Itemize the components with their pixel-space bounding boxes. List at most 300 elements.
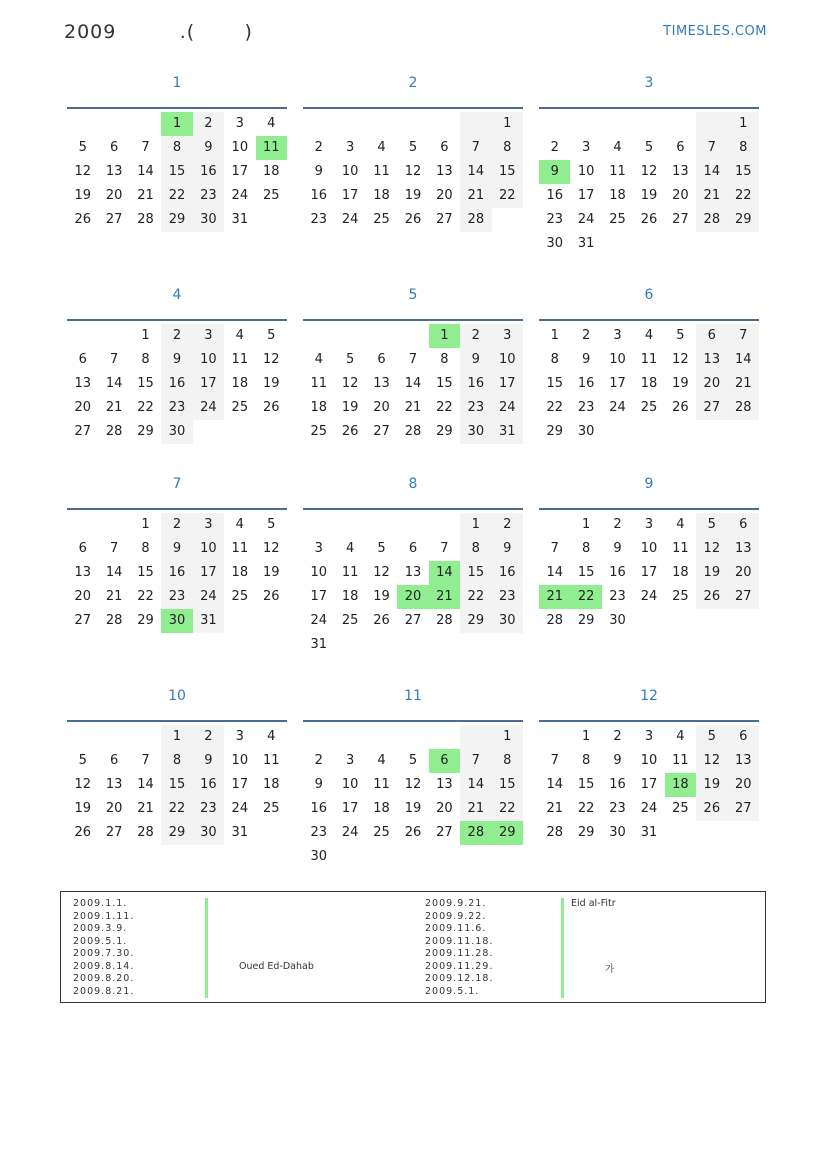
month-name: 10 [168, 688, 186, 704]
day-cell: 26 [404, 825, 422, 840]
empty-cell [460, 725, 491, 749]
month-name: 8 [408, 476, 418, 492]
day-cell: 27 [373, 424, 390, 439]
day-cell: 11 [231, 352, 249, 367]
page-title: 2009 .( ) [64, 21, 253, 43]
day-cell: 17 [640, 777, 658, 792]
day-cell: 15 [577, 777, 595, 792]
day-cell: 28 [436, 613, 453, 628]
day-cell: 20 [436, 801, 453, 816]
day-cell: 19 [74, 188, 91, 203]
day-cell: 16 [161, 372, 192, 396]
day-cell: 3 [345, 753, 355, 768]
day-cell: 25 [609, 212, 626, 227]
day-cell: 9 [193, 136, 224, 160]
day-cell: 25 [373, 825, 390, 840]
day-cell: 14 [105, 565, 123, 580]
day-cell: 3 [345, 140, 355, 155]
month-divider [67, 508, 287, 510]
empty-cell [303, 513, 334, 537]
empty-cell [334, 324, 365, 348]
day-cell: 26 [74, 825, 91, 840]
day-cell: 6 [728, 513, 759, 537]
day-cell: 12 [74, 164, 91, 179]
day-cell: 18 [310, 400, 327, 415]
day-cell: 1 [161, 725, 192, 749]
legend-right-dates [425, 898, 493, 998]
month-day-grid [67, 513, 287, 633]
day-cell: 23 [546, 212, 563, 227]
day-cell: 13 [696, 348, 727, 372]
day-cell: 22 [492, 184, 523, 208]
day-cell: 22 [492, 797, 523, 821]
day-cell: 30 [161, 420, 192, 444]
day-cell: 17 [193, 561, 224, 585]
empty-cell [397, 324, 428, 348]
day-cell: 13 [436, 777, 453, 792]
day-cell: 25 [672, 589, 689, 604]
day-cell: 24 [492, 396, 523, 420]
day-cell: 8 [492, 749, 523, 773]
holiday-legend [60, 891, 766, 1003]
day-cell: 26 [640, 212, 658, 227]
day-cell: 18 [231, 376, 249, 391]
day-cell: 27 [728, 585, 759, 609]
day-cell: 6 [728, 725, 759, 749]
empty-cell [366, 112, 397, 136]
day-cell: 22 [137, 589, 154, 604]
day-cell: 15 [137, 565, 154, 580]
day-cell: 27 [404, 613, 422, 628]
day-cell: 26 [74, 212, 91, 227]
day-cell: 13 [74, 565, 91, 580]
day-cell: 6 [696, 324, 727, 348]
day-cell: 5 [78, 140, 87, 155]
day-cell: 10 [193, 348, 224, 372]
day-cell: 2 [460, 324, 491, 348]
empty-cell [67, 725, 98, 749]
day-cell: 1 [492, 112, 523, 136]
day-cell: 18 [373, 188, 390, 203]
day-cell: 1 [492, 725, 523, 749]
day-cell: 7 [141, 140, 150, 155]
day-cell: 12 [74, 777, 91, 792]
month-day-grid [67, 324, 287, 444]
day-cell: 21 [728, 372, 759, 396]
day-cell: 16 [609, 565, 626, 580]
holiday-day-cell: 30 [161, 609, 192, 633]
day-cell: 24 [231, 801, 249, 816]
day-cell: 5 [267, 517, 276, 532]
day-cell: 30 [460, 420, 491, 444]
legend-date: 2009.5.1. [425, 985, 480, 997]
month-day-grid [539, 112, 759, 256]
legend-date: 2009.8.20. [73, 973, 135, 984]
day-cell: 7 [550, 753, 559, 768]
day-cell: 14 [728, 348, 759, 372]
day-cell: 2 [581, 328, 591, 343]
holiday-day-cell: 14 [429, 561, 460, 585]
day-cell: 20 [728, 773, 759, 797]
day-cell: 8 [492, 136, 523, 160]
legend-date: 2009.1.11. [73, 910, 135, 922]
day-cell: 10 [310, 565, 327, 580]
month-divider [539, 107, 759, 109]
holiday-day-cell: 21 [429, 585, 460, 609]
day-cell: 14 [460, 160, 491, 184]
day-cell: 6 [440, 140, 449, 155]
day-cell: 1 [581, 729, 591, 744]
day-cell: 25 [640, 400, 658, 415]
day-cell: 14 [696, 160, 727, 184]
day-cell: 19 [640, 188, 658, 203]
day-cell: 14 [460, 773, 491, 797]
day-cell: 5 [408, 140, 418, 155]
legend-date: 2009.8.21. [73, 985, 135, 997]
day-cell: 2 [161, 513, 192, 537]
day-cell: 30 [609, 825, 626, 840]
day-cell: 2 [193, 725, 224, 749]
day-cell: 16 [161, 561, 192, 585]
day-cell: 27 [728, 797, 759, 821]
day-cell: 30 [193, 821, 224, 845]
day-cell: 21 [105, 589, 123, 604]
empty-cell [130, 112, 161, 136]
month-day-grid [539, 725, 759, 845]
empty-cell [429, 725, 460, 749]
day-cell: 19 [696, 561, 727, 585]
month-8 [303, 474, 523, 657]
site-brand-link[interactable]: TIMESLES.COM [663, 24, 767, 39]
day-cell: 23 [492, 585, 523, 609]
day-cell: 12 [262, 541, 280, 556]
day-cell: 10 [577, 164, 595, 179]
day-cell: 25 [231, 400, 249, 415]
day-cell: 15 [492, 160, 523, 184]
legend-holiday-name: Oued Ed-Dahab [239, 960, 314, 972]
empty-cell [130, 725, 161, 749]
month-name: 1 [172, 75, 182, 91]
day-cell: 22 [460, 585, 491, 609]
day-cell: 26 [262, 589, 280, 604]
day-cell: 9 [193, 749, 224, 773]
legend-date: 2009.5.1. [73, 935, 128, 947]
holiday-day-cell: 11 [256, 136, 287, 160]
month-1 [67, 73, 287, 232]
day-cell: 4 [267, 116, 276, 131]
day-cell: 11 [640, 352, 658, 367]
month-divider [539, 720, 759, 722]
day-cell: 1 [550, 328, 559, 343]
day-cell: 25 [672, 801, 689, 816]
day-cell: 5 [696, 513, 727, 537]
legend-date: 2009.11.29. [425, 960, 494, 972]
day-cell: 6 [78, 352, 87, 367]
day-cell: 26 [373, 613, 390, 628]
month-5 [303, 285, 523, 444]
day-cell: 9 [161, 348, 192, 372]
day-cell: 14 [137, 777, 154, 792]
month-name: 4 [172, 287, 182, 303]
empty-cell [334, 112, 365, 136]
day-cell: 27 [672, 212, 689, 227]
day-cell: 14 [105, 376, 123, 391]
day-cell: 25 [341, 613, 359, 628]
day-cell: 20 [696, 372, 727, 396]
month-6 [539, 285, 759, 444]
day-cell: 8 [161, 136, 192, 160]
empty-cell [98, 324, 129, 348]
day-cell: 29 [436, 424, 453, 439]
empty-cell [397, 112, 428, 136]
day-cell: 12 [404, 164, 422, 179]
day-cell: 23 [161, 396, 192, 420]
holiday-day-cell: 18 [665, 773, 696, 797]
day-cell: 21 [460, 184, 491, 208]
day-cell: 25 [373, 212, 390, 227]
day-cell: 13 [373, 376, 390, 391]
month-7 [67, 474, 287, 633]
day-cell: 8 [550, 352, 559, 367]
day-cell: 8 [141, 541, 150, 556]
month-divider [303, 508, 523, 510]
empty-cell [539, 513, 570, 537]
day-cell: 28 [137, 212, 154, 227]
day-cell: 20 [373, 400, 390, 415]
day-cell: 27 [105, 825, 123, 840]
month-divider [67, 720, 287, 722]
day-cell: 16 [193, 160, 224, 184]
day-cell: 5 [696, 725, 727, 749]
day-cell: 24 [609, 400, 626, 415]
day-cell: 28 [460, 208, 491, 232]
month-name: 6 [644, 287, 654, 303]
day-cell: 18 [373, 801, 390, 816]
day-cell: 25 [231, 589, 249, 604]
day-cell: 18 [640, 376, 658, 391]
empty-cell [366, 725, 397, 749]
day-cell: 17 [231, 777, 249, 792]
day-cell: 31 [577, 236, 595, 251]
day-cell: 13 [728, 537, 759, 561]
empty-cell [303, 324, 334, 348]
legend-date: 2009.12.18. [425, 973, 494, 984]
day-cell: 22 [577, 801, 595, 816]
day-cell: 15 [728, 160, 759, 184]
day-cell: 19 [262, 565, 280, 580]
day-cell: 3 [235, 116, 244, 131]
day-cell: 4 [613, 140, 622, 155]
day-cell: 12 [373, 565, 390, 580]
empty-cell [98, 112, 129, 136]
day-cell: 12 [640, 164, 658, 179]
empty-cell [696, 112, 727, 136]
day-cell: 6 [676, 140, 685, 155]
day-cell: 11 [262, 753, 280, 768]
day-cell: 6 [377, 352, 386, 367]
legend-date: 2009.1.1. [73, 898, 128, 909]
day-cell: 24 [640, 801, 658, 816]
day-cell: 10 [492, 348, 523, 372]
day-cell: 2 [492, 513, 523, 537]
day-cell: 4 [345, 541, 355, 556]
day-cell: 30 [546, 236, 563, 251]
day-cell: 8 [581, 541, 591, 556]
day-cell: 7 [696, 136, 727, 160]
holiday-day-cell: 6 [429, 749, 460, 773]
day-cell: 12 [404, 777, 422, 792]
holiday-day-cell: 21 [539, 585, 570, 609]
month-divider [539, 319, 759, 321]
day-cell: 2 [161, 324, 192, 348]
day-cell: 29 [161, 208, 192, 232]
day-cell: 18 [609, 188, 626, 203]
day-cell: 19 [672, 376, 689, 391]
day-cell: 15 [460, 561, 491, 585]
day-cell: 4 [676, 729, 685, 744]
empty-cell [303, 725, 334, 749]
day-cell: 21 [137, 801, 154, 816]
day-cell: 23 [193, 797, 224, 821]
day-cell: 4 [644, 328, 654, 343]
day-cell: 23 [310, 825, 327, 840]
day-cell: 24 [577, 212, 595, 227]
day-cell: 13 [404, 565, 422, 580]
empty-cell [460, 112, 491, 136]
empty-cell [366, 324, 397, 348]
day-cell: 6 [109, 753, 119, 768]
day-cell: 18 [262, 777, 280, 792]
month-day-grid [67, 725, 287, 845]
day-cell: 24 [640, 589, 658, 604]
day-cell: 10 [231, 140, 249, 155]
day-cell: 30 [609, 613, 626, 628]
empty-cell [67, 112, 98, 136]
month-name: 2 [408, 75, 418, 91]
day-cell: 16 [609, 777, 626, 792]
day-cell: 5 [408, 753, 418, 768]
day-cell: 3 [193, 513, 224, 537]
day-cell: 14 [546, 565, 563, 580]
day-cell: 9 [314, 164, 323, 179]
day-cell: 28 [105, 613, 123, 628]
day-cell: 19 [74, 801, 91, 816]
empty-cell [429, 513, 460, 537]
day-cell: 5 [267, 328, 276, 343]
day-cell: 9 [581, 352, 591, 367]
day-cell: 11 [310, 376, 327, 391]
day-cell: 27 [696, 396, 727, 420]
month-day-grid [539, 513, 759, 633]
month-name: 3 [644, 75, 654, 91]
day-cell: 17 [341, 801, 359, 816]
day-cell: 31 [640, 825, 658, 840]
day-cell: 8 [161, 749, 192, 773]
holiday-day-cell: 1 [429, 324, 460, 348]
legend-date: 2009.11.6. [425, 923, 487, 934]
day-cell: 30 [577, 424, 595, 439]
day-cell: 22 [436, 400, 453, 415]
legend-left-dates [73, 898, 134, 998]
day-cell: 7 [408, 352, 418, 367]
day-cell: 6 [408, 541, 418, 556]
day-cell: 29 [577, 825, 595, 840]
day-cell: 6 [78, 541, 87, 556]
day-cell: 18 [231, 565, 249, 580]
day-cell: 19 [696, 773, 727, 797]
day-cell: 10 [640, 753, 658, 768]
day-cell: 7 [728, 324, 759, 348]
day-cell: 4 [314, 352, 323, 367]
day-cell: 24 [231, 188, 249, 203]
day-cell: 15 [546, 376, 563, 391]
day-cell: 17 [577, 188, 595, 203]
day-cell: 16 [546, 188, 563, 203]
holiday-day-cell: 22 [570, 585, 601, 609]
day-cell: 7 [141, 753, 150, 768]
month-divider [67, 107, 287, 109]
day-cell: 15 [137, 376, 154, 391]
legend-date: 2009.11.18. [425, 935, 494, 947]
day-cell: 31 [492, 420, 523, 444]
day-cell: 27 [74, 424, 91, 439]
day-cell: 24 [341, 212, 359, 227]
day-cell: 15 [161, 773, 192, 797]
day-cell: 3 [644, 517, 654, 532]
day-cell: 16 [193, 773, 224, 797]
day-cell: 28 [137, 825, 154, 840]
day-cell: 26 [404, 212, 422, 227]
day-cell: 7 [460, 136, 491, 160]
day-cell: 19 [404, 801, 422, 816]
month-9 [539, 474, 759, 633]
day-cell: 1 [728, 112, 759, 136]
day-cell: 11 [609, 164, 626, 179]
day-cell: 26 [696, 585, 727, 609]
day-cell: 14 [546, 777, 563, 792]
day-cell: 1 [581, 517, 591, 532]
day-cell: 8 [440, 352, 449, 367]
day-cell: 30 [310, 849, 327, 864]
day-cell: 4 [377, 140, 386, 155]
month-name: 5 [408, 287, 418, 303]
day-cell: 4 [235, 328, 244, 343]
empty-cell [429, 112, 460, 136]
day-cell: 1 [141, 517, 150, 532]
day-cell: 26 [262, 400, 280, 415]
day-cell: 13 [74, 376, 91, 391]
day-cell: 16 [577, 376, 595, 391]
day-cell: 28 [105, 424, 123, 439]
day-cell: 18 [672, 565, 689, 580]
day-cell: 3 [235, 729, 244, 744]
day-cell: 13 [105, 777, 123, 792]
month-10 [67, 686, 287, 845]
day-cell: 10 [193, 537, 224, 561]
day-cell: 21 [696, 184, 727, 208]
day-cell: 29 [161, 821, 192, 845]
day-cell: 28 [546, 825, 563, 840]
day-cell: 21 [137, 188, 154, 203]
day-cell: 2 [193, 112, 224, 136]
day-cell: 10 [231, 753, 249, 768]
day-cell: 24 [341, 825, 359, 840]
day-cell: 11 [373, 777, 390, 792]
holiday-day-cell: 9 [539, 160, 570, 184]
day-cell: 3 [613, 328, 622, 343]
empty-cell [334, 513, 365, 537]
legend-date: 2009.8.14. [73, 960, 135, 972]
